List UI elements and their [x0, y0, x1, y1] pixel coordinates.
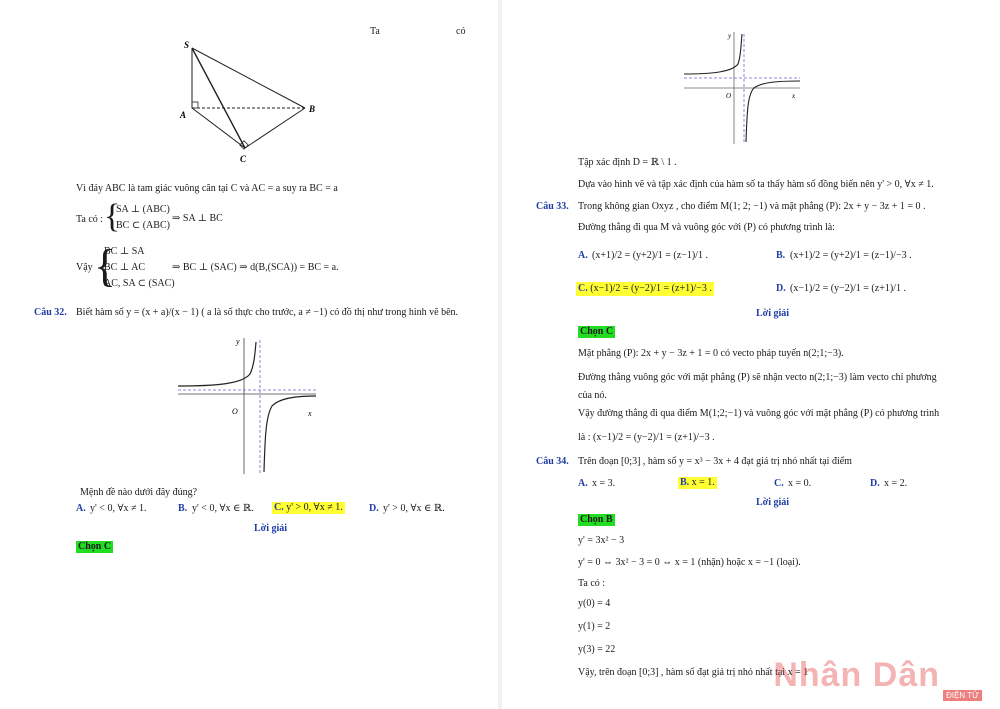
- menh-de-prompt: Mệnh đề nào dưới đây đúng?: [80, 487, 198, 498]
- q34-option-d-letter: D.: [870, 478, 880, 489]
- q34-option-b-highlight: [678, 477, 717, 489]
- q33-option-d: (x−1)/2 = (y−2)/1 = (z+1)/1 .: [790, 283, 906, 294]
- conclusion-equation: là : (x−1)/2 = (y−2)/1 = (z+1)/−3 .: [578, 432, 715, 443]
- monotonic-text: Dựa vào hình vẽ và tập xác định của hàm số ta thấy hàm số đồng biến nên y' > 0, ∀x ≠ 1.: [578, 179, 934, 190]
- conclusion-text: Vậy đường thẳng đi qua điểm M(1;2;−1) và vuông góc với mặt phẳng (P) có phương trình: [578, 408, 940, 419]
- option-d-letter: D.: [369, 503, 379, 514]
- taco-result: ⇒ SA ⊥ BC: [172, 213, 223, 224]
- q34-option-a-letter: A.: [578, 478, 588, 489]
- axis-y-label: y: [728, 32, 732, 40]
- brace-icon: {: [104, 198, 121, 235]
- q34-option-a: x = 3.: [592, 478, 616, 489]
- q33-option-c-letter: C.: [578, 283, 588, 294]
- derivative-zero-text: y' = 0 ⇔ 3x² − 3 = 0 ⇔ x = 1 (nhận) hoặc x = −1 (loại).: [578, 557, 801, 568]
- option-c-highlight: [272, 502, 345, 514]
- answer-badge: Chọn B: [580, 514, 613, 525]
- answer-badge: Chọn C: [78, 541, 112, 552]
- answer-badge: Chọn C: [580, 326, 614, 337]
- vay-result: ⇒ BC ⊥ (SAC) ⇒ d(B,(SCA)) = BC = a.: [172, 262, 339, 273]
- axis-y-label: y: [236, 337, 240, 346]
- q33-option-b-letter: B.: [776, 250, 786, 261]
- vay-row1: BC ⊥ SA: [104, 246, 145, 257]
- q34-option-d: x = 2.: [884, 478, 908, 489]
- domain-text: Tập xác định D = ℝ \ 1 .: [578, 157, 677, 168]
- q33-option-a-letter: A.: [578, 250, 588, 261]
- left-page: [0, 0, 498, 709]
- right-page: [502, 0, 1000, 709]
- q33-option-a: (x+1)/2 = (y+2)/1 = (z−1)/1 .: [592, 250, 708, 261]
- option-b: y' < 0, ∀x ∈ ℝ.: [192, 503, 254, 514]
- header-co: có: [456, 26, 466, 37]
- loi-giai-heading: Lời giải: [254, 523, 288, 534]
- question-32-text: Biết hàm số y = (x + a)/(x − 1) ( a là số thực cho trước, a ≠ −1) có đồ thị như trong hình vẽ bên.: [76, 307, 459, 318]
- plane-normal-text: Mặt phẳng (P): 2x + y − 3z + 1 = 0 có vecto pháp tuyến n(2;1;−3).: [578, 348, 844, 359]
- q33-option-b: (x+1)/2 = (y+2)/1 = (z−1)/−3 .: [790, 250, 912, 261]
- hyperbola-graph: [682, 30, 802, 146]
- taco-label: Ta có :: [578, 578, 606, 589]
- value-y1: y(1) = 2: [578, 621, 611, 632]
- hyperbola-graph: [176, 336, 318, 476]
- label-c: C: [240, 154, 247, 164]
- final-conclusion: Vậy, trên đoạn [0;3] , hàm số đạt giá trị nhỏ nhất tại x = 1: [578, 667, 809, 678]
- taco-label: Ta có :: [76, 214, 104, 225]
- pyramid-figure: [170, 36, 330, 166]
- q33-option-d-letter: D.: [776, 283, 786, 294]
- q33-option-c: (x−1)/2 = (y−2)/1 = (z+1)/−3 .: [590, 283, 712, 294]
- taco-row1: SA ⊥ (ABC): [116, 204, 170, 215]
- header-ta: Ta: [370, 26, 380, 37]
- loi-giai-heading: Lời giải: [756, 308, 790, 319]
- origin-label: O: [726, 92, 732, 100]
- value-y0: y(0) = 4: [578, 598, 611, 609]
- vay-row3: AC, SA ⊂ (SAC): [104, 278, 175, 289]
- q33-option-c-highlight: [576, 282, 714, 296]
- question-33-sub: Đường thẳng đi qua M và vuông góc với (P) có phương trình là:: [578, 222, 835, 233]
- option-c-letter: C.: [274, 502, 284, 513]
- vay-label: Vậy: [76, 262, 93, 273]
- option-c: y' > 0, ∀x ≠ 1.: [286, 502, 343, 513]
- value-y3: y(3) = 22: [578, 644, 616, 655]
- option-d: y' > 0, ∀x ∈ ℝ.: [383, 503, 445, 514]
- axis-x-label: x: [308, 409, 312, 418]
- vay-row2: BC ⊥ AC: [104, 262, 146, 273]
- question-34-text: Trên đoạn [0;3] , hàm số y = x³ − 3x + 4 đạt giá trị nhỏ nhất tại điểm: [578, 456, 852, 467]
- watermark-logo: Nhân Dân: [773, 656, 940, 694]
- question-32-label: Câu 32.: [34, 307, 67, 318]
- option-a: y' < 0, ∀x ≠ 1.: [90, 503, 147, 514]
- question-34-label: Câu 34.: [536, 456, 569, 467]
- loi-giai-heading: Lời giải: [756, 497, 790, 508]
- brace-icon: {: [94, 240, 117, 291]
- watermark-sub: ĐIỆN TỬ: [943, 690, 982, 701]
- q34-option-c: x = 0.: [788, 478, 812, 489]
- label-s: S: [184, 40, 190, 50]
- question-33-text: Trong không gian Oxyz , cho điểm M(1; 2; −1) và mặt phẳng (P): 2x + y − 3z + 1 = 0 .: [578, 201, 926, 212]
- statement-line: Vì đáy ABC là tam giác vuông cân tại C và AC = a suy ra BC = a: [76, 183, 338, 194]
- q34-option-b-letter: B.: [680, 477, 690, 488]
- option-b-letter: B.: [178, 503, 188, 514]
- option-a-letter: A.: [76, 503, 86, 514]
- origin-label: O: [232, 407, 238, 416]
- question-33-label: Câu 33.: [536, 201, 569, 212]
- label-b: B: [309, 104, 316, 114]
- axis-x-label: x: [792, 92, 796, 100]
- label-a: A: [180, 110, 187, 120]
- q34-option-b: x = 1.: [691, 477, 715, 488]
- derivative-text: y' = 3x² − 3: [578, 535, 625, 546]
- line-direction-text: Đường thẳng vuông góc với mặt phẳng (P) sẽ nhận vecto n(2;1;−3) làm vecto chỉ phương: [578, 372, 937, 383]
- q34-option-c-letter: C.: [774, 478, 784, 489]
- line-direction-text-2: của nó.: [578, 390, 607, 401]
- taco-row2: BC ⊂ (ABC): [116, 220, 170, 231]
